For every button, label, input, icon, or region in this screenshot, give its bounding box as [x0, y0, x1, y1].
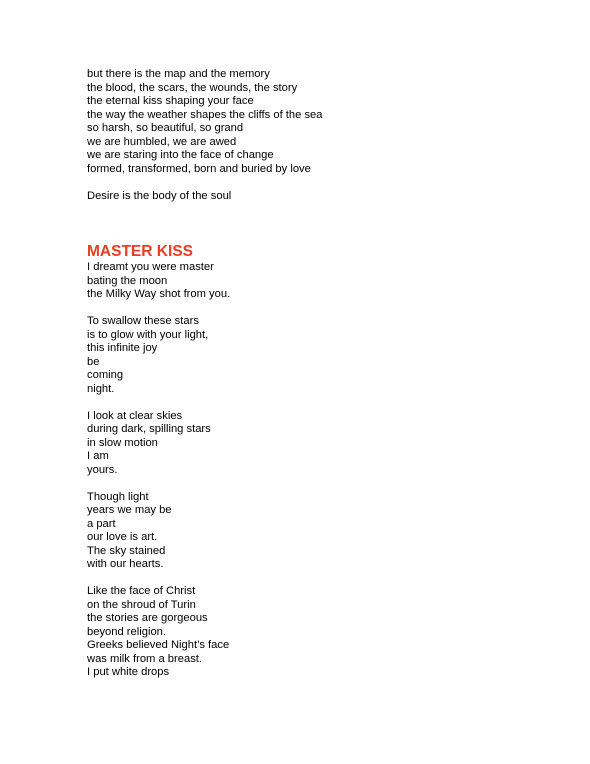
poem-line: formed, transformed, born and buried by love [87, 162, 311, 175]
poem-line: beyond religion. [87, 625, 166, 638]
poem-page-content [87, 68, 547, 680]
poem-line: we are staring into the face of change [87, 149, 274, 161]
poem-line: the eternal kiss shaping your face [87, 95, 254, 107]
poem-line: was milk from a breast. [87, 652, 203, 665]
poem-line: Greeks believed Night’s face [87, 639, 230, 651]
poem-line: coming [87, 369, 124, 381]
poem-line: I dreamt you were master [87, 261, 214, 273]
poem-stanza-2 [87, 315, 547, 396]
poem-line: the Milky Way shot from you. [87, 288, 231, 300]
poem-line: a part [87, 517, 116, 530]
poem-stanza-1 [87, 261, 547, 302]
poem-stanza-3 [87, 410, 547, 478]
poem-line: years we may be [87, 504, 172, 516]
poem-line: our love is art. [87, 531, 158, 543]
section-gap [87, 203, 547, 243]
poem-line: I am [87, 450, 109, 462]
poem-line: To swallow these stars [87, 315, 199, 327]
poem-stanza-5 [87, 585, 547, 680]
poem-line: is to glow with your light, [87, 328, 209, 341]
poem-line: bating the moon [87, 274, 168, 287]
stanza-gap [87, 302, 547, 316]
poem-line: on the shroud of Turin [87, 598, 196, 611]
poem-line: in slow motion [87, 436, 158, 449]
poem-line: The sky stained [87, 544, 166, 557]
poem-line: Like the face of Christ [87, 585, 196, 597]
poem-line: during dark, spilling stars [87, 423, 211, 435]
poem-line: Though light [87, 490, 149, 503]
poem-line: so harsh, so beautiful, so grand [87, 122, 244, 134]
poem-line: I look at clear skies [87, 409, 183, 422]
stanza-gap [87, 176, 547, 190]
poem-line: night. [87, 382, 115, 395]
stanza-gap [87, 477, 547, 491]
poem-title: MASTER KISS [87, 243, 193, 260]
poem-line: we are humbled, we are awed [87, 135, 237, 148]
poem-line: the blood, the scars, the wounds, the story [87, 81, 298, 94]
stanza-gap [87, 572, 547, 586]
poem-line: with our hearts. [87, 558, 164, 570]
poem-line: this infinite joy [87, 342, 158, 354]
poem-stanza-4 [87, 491, 547, 572]
poem-line: I put white drops [87, 666, 170, 678]
stanza-gap [87, 396, 547, 410]
poem-line: be [87, 355, 100, 368]
poem-line: the way the weather shapes the cliffs of the sea [87, 108, 323, 121]
poem-line: the stories are gorgeous [87, 612, 208, 624]
closing-line: Desire is the body of the soul [87, 189, 232, 202]
intro-stanza [87, 68, 547, 176]
poem-line: but there is the map and the memory [87, 68, 270, 80]
poem-line: yours. [87, 463, 118, 476]
